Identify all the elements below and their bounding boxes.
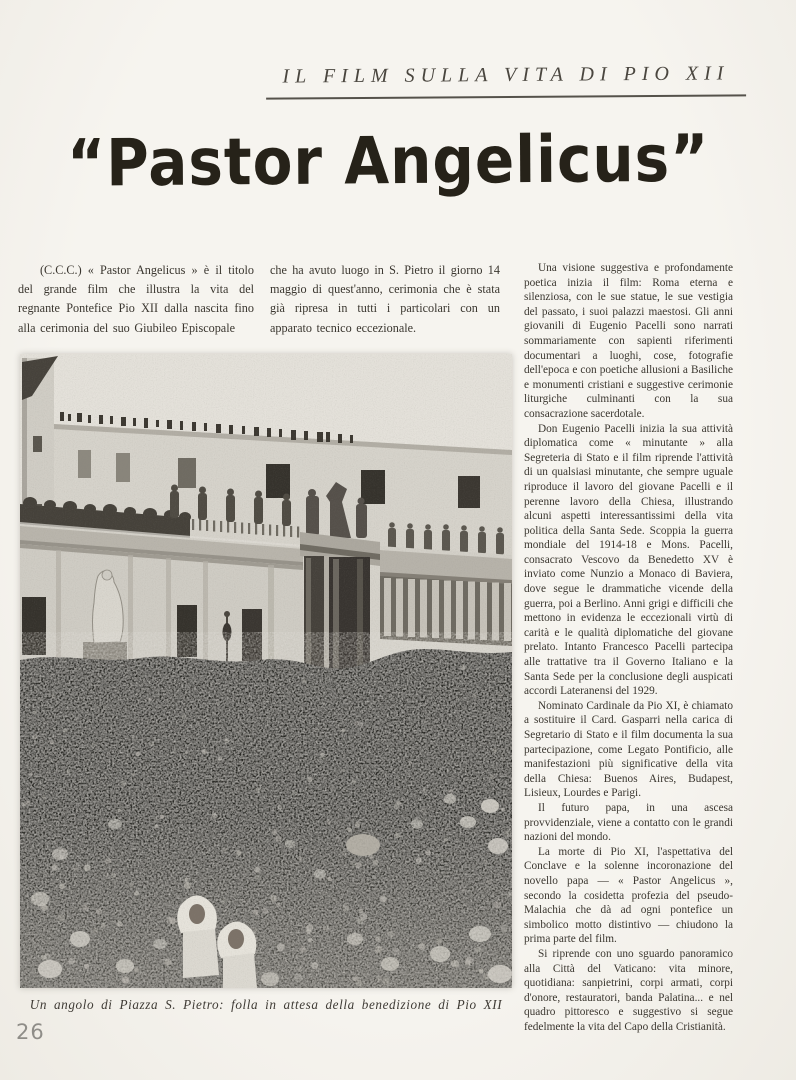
paragraph-3: Nominato Cardinale da Pio XI, è chiamato a sostituire il Card. Gasparri nella carica di Segretario di Stato e il film documenta la sua partecipazione, come Legato Pontificio, alle manifestazioni più significative della vita della Chiesa: Buenos Aires, Budapest, Lisieux, Lourdes e Parigi.: [524, 699, 733, 800]
paragraph-4: Il futuro papa, in una ascesa provvidenziale, viene a contatto con le grandi nazioni del mondo.: [524, 801, 733, 844]
paragraph-5: La morte di Pio XI, l'aspettativa del Conclave e la solenne incoronazione del novello papa — « Pastor Angelicus », secondo la cosidetta profezia del pseudo-Malachia che dà ad ogni pontefice un simbolico motto distintivo — chiudono la prima parte del film.: [524, 845, 733, 946]
page-number: 26: [16, 1020, 45, 1044]
main-text-column: [524, 261, 733, 1034]
photo-caption: Un angolo di Piazza S. Pietro: folla in attesa della benedizione di Pio XII: [29, 997, 503, 1012]
piazza-san-pietro-photo: [20, 354, 512, 988]
article-title: “Pastor Angelicus”: [66, 120, 710, 202]
paragraph-1: Una visione suggestiva e profondamente poetica inizia il film: Roma eterna e silenziosa, con le sue statue, le sue vestigia del passato, i suoi palazzi maestosi. Gli anni giovanili di Eugenio Pacelli sono narrati sommariamente con sapienti riferimenti documentari a luoghi, cose, fotografie dell'epoca e con poetiche allusioni a Basiliche e monumenti cristiani e suggestive cerimonie liturgiche culminanti con la sua consacrazione sacerdotale.: [524, 262, 733, 420]
photo-grain: [20, 354, 512, 988]
intro-column-middle: che ha avuto luogo in S. Pietro il giorno 14 maggio di quest'anno, cerimonia che è stata già ripresa in tutti i particolari con un apparato tecnico eccezionale.: [270, 263, 500, 335]
intro-column-left: (C.C.C.) « Pastor Angelicus » è il titolo del grande film che illustra la vita del regnante Pontefice Pio XII dalla nascita fino alla cerimonia del suo Giubileo Episcopale: [18, 263, 254, 335]
paragraph-6: Si riprende con uno sguardo panoramico alla Città del Vaticano: vita minore, quotidiana: sanpietrini, corpi armati, corpi d'onore, restauratori, banda Palatina... e nel quadro pittoresco e suggestivo si segue fedelmente la vita del Capo della Cristianità.: [524, 947, 733, 1033]
section-kicker: IL FILM SULLA VITA DI PIO XII: [266, 62, 746, 99]
paragraph-2: Don Eugenio Pacelli inizia la sua attività diplomatica come « minutante » alla Segreteria di Stato e il film riprende l'attività di un qualsiasi minutante, che sempre uguale riproduce il lavoro del giovane Pacelli e il perenne lavoro della Chiesa, illustrando alcuni aspetti interessantissimi della vita politica della Santa Sede. Scoppia la guerra mondiale del 1914-18 e Mons. Pacelli, consacrato Vescovo da Benedetto XV è inviato come Nunzio a Monaco di Baviera, dove segue le drammatiche vicende della guerra, poi a Berlino. Anni grigi e difficili che mettono in evidenza le eccezionali virtù di carità e le qualità diplomatiche del giovane prelato. Intanto Francesco Pacelli partecipa alle trattative tra il Governo Italiano e la Santa Sede per la conclusione degli auspicati accordi Lateranensi del 1929.: [524, 422, 733, 698]
